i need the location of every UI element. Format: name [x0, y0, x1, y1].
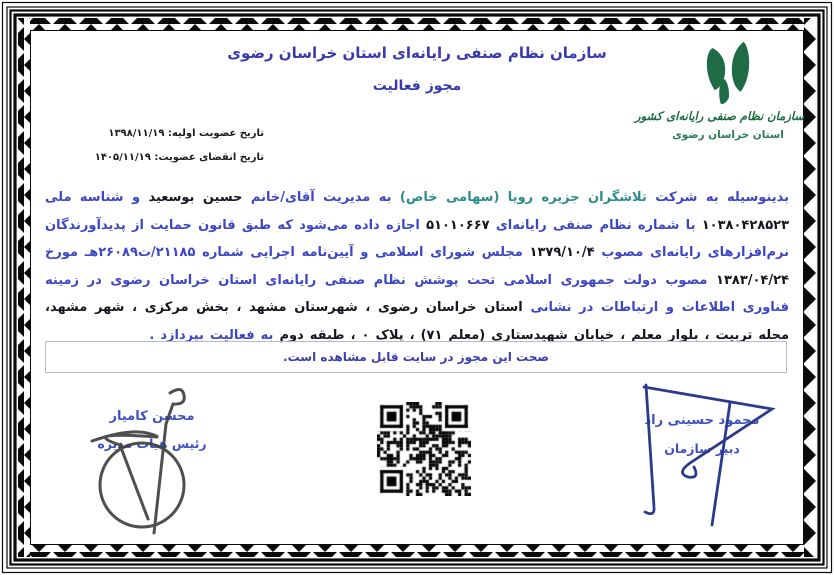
paragraph-segment: حسین بوسعید	[148, 190, 243, 205]
paragraph-segment: تلاشگران جزیره رویا (سهامی خاص)	[399, 190, 647, 205]
paragraph-segment: استان خراسان رضوی ، شهرستان مشهد ، بخش مرکزی ، شهر مشهد، محله تربیت ، بلوار معلم ، خیابان شهیدستاری (معلم ۷۱) ، پلاک ۰ ، طبقه دوم	[45, 300, 789, 343]
org-logo	[635, 40, 804, 141]
paragraph-segment: به مدیریت آقای/خانم	[242, 190, 400, 205]
initial-date-label: تاریخ عضویت اولیه:	[167, 128, 264, 139]
logo-org-name: سازمان نظام صنفی رایانه‌ای کشور	[635, 109, 804, 123]
paragraph-segment: ۱۳۷۹/۱۰/۴	[529, 245, 595, 260]
paragraph-segment: ۱۰۳۸۰۴۲۸۵۲۳	[701, 217, 789, 233]
paragraph-segment: بدینوسیله به شرکت	[646, 190, 790, 205]
chairman-signature-icon	[70, 383, 230, 539]
paragraph-segment: ۱۳۸۳/۰۴/۲۴	[716, 272, 789, 288]
verification-text: صحت این مجوز در سایت قابل مشاهده است.	[283, 350, 549, 364]
logo-province: استان خراسان رضوی	[672, 129, 784, 141]
verification-box	[45, 341, 787, 373]
logo-tulip-icon	[689, 40, 767, 106]
license-paragraph	[45, 184, 789, 349]
signature-block-secretary	[612, 375, 792, 535]
chairman-name: محسن کامیار	[109, 409, 195, 424]
expiry-membership-date	[42, 146, 264, 170]
expiry-date-value: ۱۴۰۵/۱۱/۱۹	[94, 152, 151, 163]
initial-date-value: ۱۳۹۸/۱۱/۱۹	[108, 128, 165, 139]
paragraph-segment: به فعالیت بپردازد .	[149, 327, 280, 343]
paragraph-segment: و شناسه ملی	[45, 190, 149, 205]
paragraph-segment: ۵۱۰۱۰۶۶۷	[426, 217, 490, 233]
secretary-name: محمود حسینی راد	[644, 413, 760, 428]
paragraph-segment: با شماره نظام صنفی رایانه‌ای	[489, 217, 702, 233]
expiry-date-label: تاریخ انقضای عضویت:	[154, 152, 264, 163]
paragraph-segment: مجلس شورای اسلامی و آیین‌نامه اجرایی شماره ۲۱۱۸۵/ت۲۶۰۸۹هـ مورخ	[45, 245, 530, 260]
qr-code	[377, 402, 471, 496]
signature-block-chairman	[62, 383, 242, 539]
chairman-title: رئیس هیات مدیره	[97, 436, 207, 451]
secretary-title: دبیر سازمان	[664, 441, 740, 456]
doc-title: مجوز فعالیت	[372, 78, 462, 94]
page-title: سازمان نظام صنفی رایانه‌ای استان خراسان رضوی	[227, 44, 607, 62]
initial-membership-date	[42, 122, 264, 146]
paragraph-segment: اجازه داده می‌شود که طبق قانون حمایت از پدیدآورندگان نرم‌افزارهای رایانه‌ای مصوب	[45, 217, 789, 260]
membership-dates	[42, 122, 264, 170]
paragraph-segment: مصوب دولت جمهوری اسلامی تحت پوشش نظام صنفی رایانه‌ای استان خراسان رضوی در زمینه فناوری اطلاعات و ارتباطات در نشانی	[45, 272, 789, 315]
